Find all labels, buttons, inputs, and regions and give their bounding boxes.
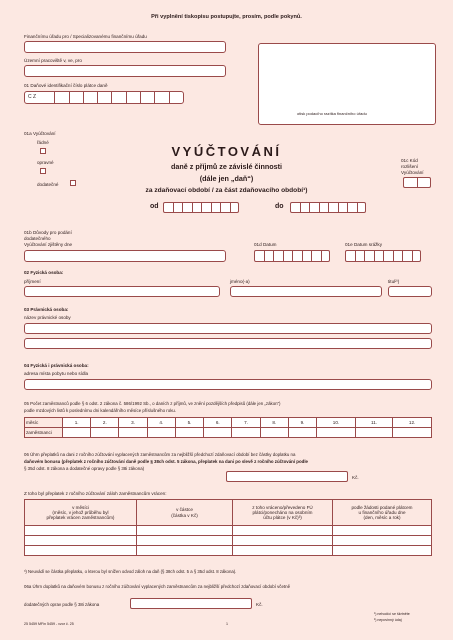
bonus-total-field[interactable] (130, 598, 252, 609)
deduction-date-label: 01e Datum srážky (345, 242, 383, 247)
employees-cell[interactable] (288, 428, 316, 438)
reasons-date-field[interactable] (24, 250, 226, 262)
deduction-date-field[interactable] (345, 250, 421, 262)
section-02-label: 02 Fyzická osoba: (24, 270, 64, 275)
month-cell: 12. (393, 418, 432, 428)
form-instruction: Při vyplnění tiskopisu postupujte, prosím, podle pokynů. (151, 14, 302, 20)
code-field[interactable] (403, 177, 431, 188)
table-cell[interactable] (137, 526, 233, 536)
section-05-text: 05 Počet zaměstnanců podle § 6 odst. 2 zákona č. 586/1992 Sb., o daních z příjmů, ve znění pozdějších předpisů (dále jen „zákon“) (24, 401, 281, 406)
employees-cell[interactable] (119, 428, 147, 438)
table-cell[interactable] (25, 546, 137, 556)
employees-cell[interactable] (63, 428, 91, 438)
dic-field[interactable] (24, 91, 184, 104)
stamp-box (258, 43, 436, 125)
period-to-field[interactable] (290, 202, 366, 213)
employees-row-label: zaměstnanci (25, 428, 63, 438)
title-line-3: (dále jen „daň“) (199, 174, 254, 183)
overpay-table (24, 499, 432, 556)
stamp-label: otisk podacího razítka finančního úřadu (297, 111, 367, 116)
table-cell[interactable] (233, 526, 333, 536)
month-cell: 2. (91, 418, 119, 428)
employees-cell[interactable] (393, 428, 432, 438)
title-field[interactable] (388, 286, 432, 297)
employees-cell[interactable] (232, 428, 260, 438)
section-04-label: 04 Fyzická i právnická osoba: (24, 363, 89, 368)
month-cell: 4. (147, 418, 175, 428)
tax-office-label: Finančnímu úřadu pro / Specializovanému finančnímu úřadu (24, 34, 147, 39)
dic-prefix: C Z (28, 94, 37, 100)
footnote-2: ²) nepovinný údaj (374, 618, 402, 622)
col-month-header: v měsíci (měsíc, v jehož průběhu byl přeplatek vrácen zaměstnancům) (25, 500, 137, 526)
section-05-text-2: podle mzdových listů k poslednímu dni kalendářního měsíce příslušného roku. (24, 408, 177, 413)
section-06-text-2: daňovém bonusu (přeplatek z ročního zúčtování daně podle § 38ch odst. 5 zákona, přeplatek na dani po slevě z ročního zúčtování podle (24, 459, 308, 464)
period-to-label: do (275, 203, 284, 210)
month-cell: 6. (204, 418, 232, 428)
table-cell[interactable] (137, 536, 233, 546)
section-01c-label-2: rozlišení (401, 164, 419, 169)
company-name-label: název právnické osoby (24, 315, 71, 320)
title-line-2: daně z příjmů ze závislé činnosti (170, 162, 283, 171)
table-cell[interactable] (333, 546, 432, 556)
employees-table (24, 417, 432, 438)
section-01b-label-3: Vyúčtování zjištěny dne (24, 242, 73, 247)
table-cell[interactable] (25, 536, 137, 546)
month-cell: 7. (232, 418, 260, 428)
currency-label: Kč. (352, 475, 359, 480)
section-01a-label: 01a Vyúčtování (24, 131, 56, 136)
section-01c-label: 01c Kód (401, 158, 418, 163)
employees-cell[interactable] (260, 428, 288, 438)
firstname-label: jméno(-a) (230, 279, 250, 284)
employees-cell[interactable] (317, 428, 356, 438)
col-amount-header: v částce (částka v Kč) (137, 500, 233, 526)
employees-cell[interactable] (175, 428, 203, 438)
table-cell[interactable] (233, 546, 333, 556)
month-row-label: měsíc (25, 418, 63, 428)
date-label: 01d Datum (254, 242, 277, 247)
month-cell: 1. (63, 418, 91, 428)
dic-label: 01 Daňové identifikační číslo plátce daně (24, 83, 108, 88)
overpay-intro: Z toho byl přeplatek z ročního zúčtování záloh zaměstnancům vrácen: (24, 491, 167, 496)
title-line-4: za zdaňovací období / za část zdaňovacího období¹) (145, 187, 308, 194)
firstname-field[interactable] (230, 286, 382, 297)
month-cell: 3. (119, 418, 147, 428)
table-cell[interactable] (333, 526, 432, 536)
company-name-field-2[interactable] (24, 338, 432, 349)
currency-label-2: Kč. (256, 602, 263, 607)
table-cell[interactable] (25, 526, 137, 536)
title-label: titul²⁾) (388, 279, 400, 284)
month-cell: 5. (175, 418, 203, 428)
employees-cell[interactable] (91, 428, 119, 438)
regional-office-label: Územní pracoviště v, ve, pro (24, 58, 82, 63)
month-cell: 10. (317, 418, 356, 428)
section-06-text-1: 06 Úhrn přeplatků na dani z ročního zúčtování vyplacených zaměstnancům za nejbližší předchozí zdaňovací období bez částky doplatku na (24, 452, 296, 457)
surname-label: příjmení (24, 279, 41, 284)
option-opravne-label: opravné (37, 160, 54, 165)
employees-cell[interactable] (204, 428, 232, 438)
section-06a-text-2: dodatečných oprav podle § 38i zákona (24, 602, 100, 607)
surname-field[interactable] (24, 286, 220, 297)
month-cell: 11. (355, 418, 392, 428)
form-code: 25 5459 MFin 5459 - vzor č. 25 (24, 622, 74, 626)
table-footnote: ³) Neuvádí se částka přeplatku, o kterou byl snížen odvod záloh na daň (§ 38ch odst. 5 a § 35d odst. 8 zákona). (24, 569, 237, 574)
document-title: VYÚČTOVÁNÍ (171, 144, 282, 159)
table-cell[interactable] (233, 536, 333, 546)
employees-cell[interactable] (147, 428, 175, 438)
footnote-1: ¹) nehodící se škrtněte (374, 612, 410, 616)
col-request-date-header: podle žádosti podané plátcem u finančního úřadu dne (den, měsíc a rok) (333, 500, 432, 526)
option-radne-label: řádné (37, 140, 49, 145)
address-field[interactable] (24, 379, 432, 390)
employees-cell[interactable] (355, 428, 392, 438)
table-cell[interactable] (333, 536, 432, 546)
overpayment-total-field[interactable] (226, 471, 348, 482)
section-03-label: 03 Právnická osoba: (24, 307, 69, 312)
month-cell: 8. (260, 418, 288, 428)
col-returned-header: z toho vráceno/převedeno FÚ plátci/ponecháno na osobním účtu plátce (v Kč)³) (233, 500, 333, 526)
page-number: 1 (226, 622, 228, 626)
section-06-text-3: § 35d odst. 8 zákona a dodatečné opravy podle § 38i zákona) (24, 466, 145, 471)
option-dodatecne-label: dodatečné (37, 182, 59, 187)
date-field[interactable] (254, 250, 330, 262)
month-cell: 9. (288, 418, 316, 428)
table-cell[interactable] (137, 546, 233, 556)
section-01c-label-3: Vyúčtování (401, 170, 424, 175)
section-01b-label: 01b Důvody pro podání (24, 230, 72, 235)
period-from-field[interactable] (163, 202, 239, 213)
regional-office-field[interactable] (24, 65, 226, 77)
section-06a-text-1: 06a Úhrn doplatků na daňovém bonusu z ročního zúčtování vyplacených zaměstnancům za nejbližší předchozí zdaňovací období včetně (24, 584, 291, 589)
company-name-field[interactable] (24, 323, 432, 334)
section-01b-label-2: dodatečného (24, 236, 51, 241)
address-label: adresa místa pobytu nebo sídla (24, 371, 89, 376)
period-from-label: od (150, 203, 159, 210)
tax-office-field[interactable] (24, 41, 226, 53)
